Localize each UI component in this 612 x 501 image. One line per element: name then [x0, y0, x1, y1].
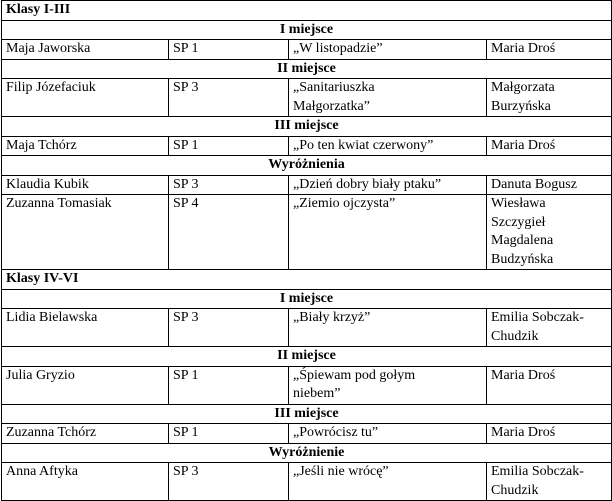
- poem-title: [289, 195, 487, 270]
- place-heading: I miejsce: [2, 289, 612, 309]
- poem-title: [289, 175, 487, 195]
- teacher-name: [487, 463, 612, 501]
- poem-title-line: „Po ten kwiat czerwony”: [293, 137, 434, 153]
- section-title: Klasy IV-VI: [2, 270, 612, 290]
- school-name: SP 1: [169, 136, 289, 156]
- student-name: Anna Aftyka: [2, 463, 169, 501]
- table-row: [2, 463, 612, 501]
- school-name: SP 3: [169, 79, 289, 117]
- teacher-name-line: Chudzik: [491, 328, 539, 344]
- table-row: [2, 79, 612, 117]
- teacher-name: [487, 309, 612, 347]
- poem-title: [289, 79, 487, 117]
- place-heading-row: [2, 117, 612, 137]
- place-heading: Wyróżnienie: [2, 443, 612, 463]
- results-table: [1, 0, 612, 501]
- teacher-name-line: Emilia Sobczak-: [491, 310, 584, 325]
- student-name: Maja Tchórz: [2, 136, 169, 156]
- table-row: [2, 309, 612, 347]
- student-name: Zuzanna Tomasiak: [2, 195, 169, 270]
- poem-title-line: „Powrócisz tu”: [293, 425, 379, 440]
- place-heading: III miejsce: [2, 117, 612, 137]
- teacher-name-line: Chudzik: [491, 482, 539, 498]
- section-title-row: [2, 270, 612, 290]
- teacher-name: [487, 136, 612, 156]
- section-title: Klasy I-III: [2, 1, 612, 21]
- student-name: Zuzanna Tchórz: [2, 424, 169, 444]
- place-heading: II miejsce: [2, 59, 612, 79]
- place-heading: III miejsce: [2, 404, 612, 424]
- school-name: SP 4: [169, 195, 289, 270]
- poem-title: [289, 309, 487, 347]
- table-row: [2, 366, 612, 404]
- place-heading-row: [2, 289, 612, 309]
- poem-title: [289, 424, 487, 444]
- table-row: [2, 40, 612, 60]
- poem-title-line: niebem”: [293, 386, 341, 401]
- student-name: Klaudia Kubik: [2, 175, 169, 195]
- poem-title-line: „Biały krzyż”: [293, 310, 371, 325]
- table-row: [2, 136, 612, 156]
- teacher-name-line: Burzyńska: [491, 98, 551, 114]
- table-row: [2, 424, 612, 444]
- table-row: [2, 175, 612, 195]
- poem-title: [289, 463, 487, 501]
- section-title-row: [2, 1, 612, 21]
- place-heading-row: [2, 443, 612, 463]
- student-name: Maja Jaworska: [2, 40, 169, 60]
- teacher-name: [487, 175, 612, 195]
- teacher-name: [487, 195, 612, 270]
- teacher-name-line: Maria Droś: [491, 137, 556, 153]
- place-heading-row: [2, 20, 612, 40]
- teacher-name: [487, 79, 612, 117]
- teacher-name-line: Maria Droś: [491, 367, 556, 383]
- teacher-name: [487, 424, 612, 444]
- teacher-name-line: Wiesława: [491, 196, 546, 211]
- teacher-name-line: Szczygieł: [491, 214, 546, 230]
- poem-title-line: „Jeśli nie wrócę”: [293, 464, 389, 479]
- teacher-name-line: Małgorzata: [491, 80, 555, 95]
- results-table-body: [2, 1, 612, 501]
- poem-title-line: „Ziemio ojczysta”: [293, 196, 396, 211]
- school-name: SP 3: [169, 309, 289, 347]
- teacher-name-line: Maria Droś: [491, 41, 556, 56]
- teacher-name-line: Budzyńska: [491, 251, 554, 267]
- teacher-name-line: Danuta Bogusz: [491, 176, 577, 192]
- poem-title-line: „Dzień dobry biały ptaku”: [293, 176, 442, 192]
- poem-title-line: Małgorzatka”: [293, 98, 370, 114]
- teacher-name: [487, 40, 612, 60]
- place-heading: Wyróżnienia: [2, 156, 612, 176]
- student-name: Julia Gryzio: [2, 366, 169, 404]
- poem-title-line: „W listopadzie”: [293, 41, 383, 56]
- teacher-name: [487, 366, 612, 404]
- student-name: Lidia Bielawska: [2, 309, 169, 347]
- teacher-name-line: Magdalena: [491, 233, 554, 248]
- school-name: SP 3: [169, 463, 289, 501]
- school-name: SP 1: [169, 366, 289, 404]
- poem-title: [289, 366, 487, 404]
- place-heading: I miejsce: [2, 20, 612, 40]
- school-name: SP 1: [169, 40, 289, 60]
- poem-title: [289, 136, 487, 156]
- place-heading-row: [2, 404, 612, 424]
- place-heading-row: [2, 59, 612, 79]
- poem-title-line: „Śpiewam pod gołym: [293, 367, 416, 383]
- teacher-name-line: Maria Droś: [491, 425, 556, 440]
- place-heading-row: [2, 156, 612, 176]
- poem-title: [289, 40, 487, 60]
- student-name: Filip Józefaciuk: [2, 79, 169, 117]
- table-row: [2, 195, 612, 270]
- place-heading-row: [2, 347, 612, 367]
- school-name: SP 3: [169, 175, 289, 195]
- poem-title-line: „Sanitariuszka: [293, 80, 375, 95]
- teacher-name-line: Emilia Sobczak-: [491, 464, 584, 479]
- school-name: SP 1: [169, 424, 289, 444]
- place-heading: II miejsce: [2, 347, 612, 367]
